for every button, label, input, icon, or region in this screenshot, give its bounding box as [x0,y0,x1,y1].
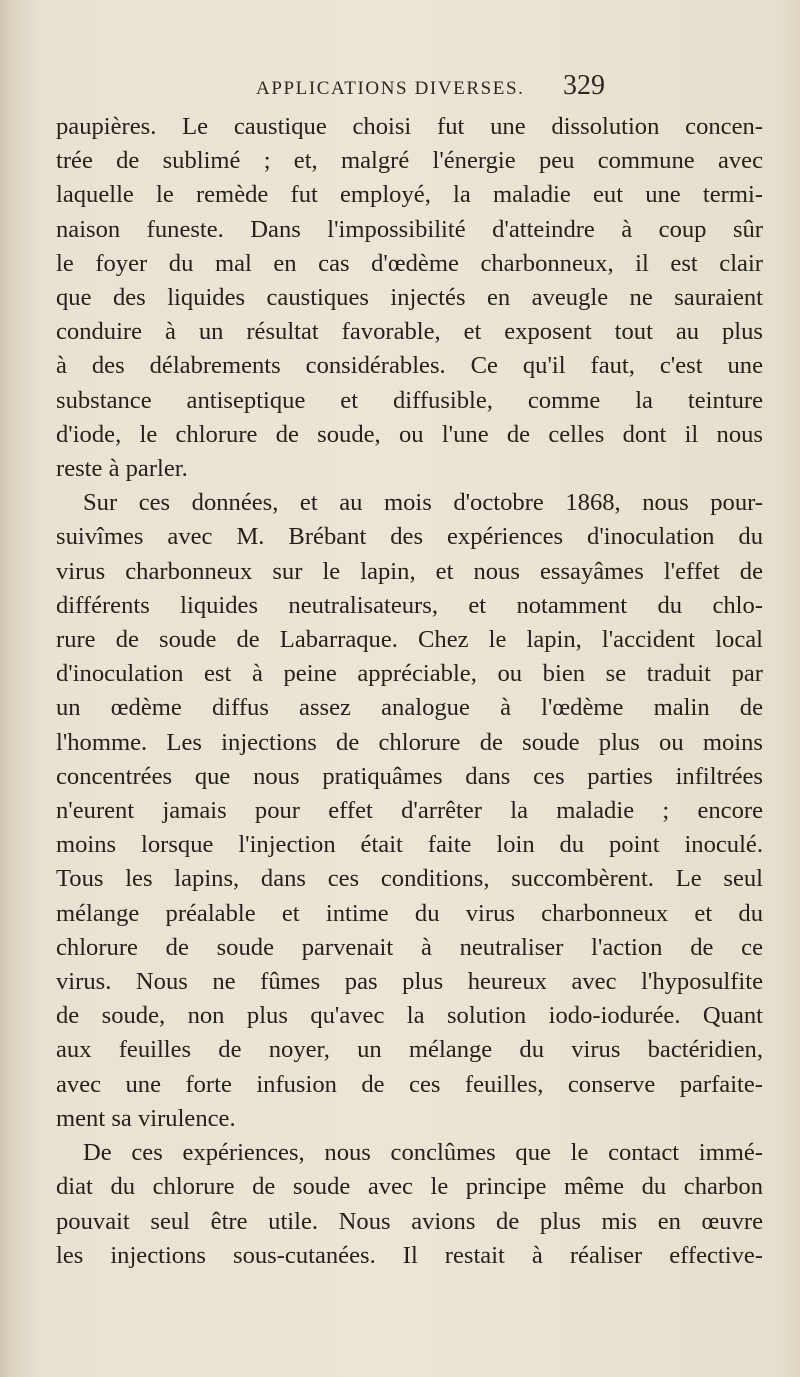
page-header [0,70,800,108]
text-line: chlorure de soude parvenait à neutraliser l'action de ce [56,933,763,961]
text-line: virus charbonneux sur le lapin, et nous essayâmes l'effet de [56,557,763,585]
text-line: que des liquides caustiques injectés en aveugle ne sauraient [56,284,763,312]
text-line: d'iode, le chlorure de soude, ou l'une de celles dont il nous [56,420,763,448]
text-line: Tous les lapins, dans ces conditions, succombèrent. Le seul [56,865,763,893]
text-line: les injections sous-cutanées. Il restait à réaliser effective- [56,1241,763,1269]
text-line: suivîmes avec M. Brébant des expériences d'inoculation du [56,523,763,551]
text-line: moins lorsque l'injection était faite loin du point inoculé. [56,831,763,859]
text-line: le foyer du mal en cas d'œdème charbonneux, il est clair [56,249,763,277]
text-line: substance antiseptique et diffusible, comme la teinture [56,386,763,414]
text-line: concentrées que nous pratiquâmes dans ces parties infiltrées [56,762,763,790]
paragraph-start-line: De ces expériences, nous conclûmes que le contact immé- [83,1139,763,1167]
text-line: rure de soude de Labarraque. Chez le lapin, l'accident local [56,626,763,654]
text-line: reste à parler. [56,455,188,483]
text-line: un œdème diffus assez analogue à l'œdème malin de [56,694,763,722]
text-line: aux feuilles de noyer, un mélange du virus bactéridien, [56,1036,763,1064]
text-line: naison funeste. Dans l'impossibilité d'atteindre à coup sûr [56,215,763,243]
body-text [56,110,763,1273]
text-line: l'homme. Les injections de chlorure de soude plus ou moins [56,728,763,756]
text-line: laquelle le remède fut employé, la maladie eut une termi- [56,181,763,209]
running-title: APPLICATIONS DIVERSES. [256,78,525,99]
text-line: mélange préalable et intime du virus charbonneux et du [56,899,763,927]
text-line: paupières. Le caustique choisi fut une dissolution concen- [56,113,763,140]
page-number: 329 [563,70,605,101]
text-line: différents liquides neutralisateurs, et notamment du chlo- [56,591,763,619]
text-line: à des délabrements considérables. Ce qu'il faut, c'est une [56,352,763,380]
text-line: virus. Nous ne fûmes pas plus heureux avec l'hyposulfite [56,968,763,996]
text-line: d'inoculation est à peine appréciable, ou bien se traduit par [56,660,763,688]
paragraph-start-line: Sur ces données, et au mois d'octobre 1868, nous pour- [83,489,763,517]
text-line: de soude, non plus qu'avec la solution iodo-iodurée. Quant [56,1002,763,1030]
text-line: pouvait seul être utile. Nous avions de plus mis en œuvre [56,1207,763,1235]
text-line: trée de sublimé ; et, malgré l'énergie peu commune avec [56,147,763,175]
text-line: avec une forte infusion de ces feuilles, conserve parfaite- [56,1070,763,1098]
text-line: conduire à un résultat favorable, et exposent tout au plus [56,318,763,346]
text-line: ment sa virulence. [56,1104,236,1132]
text-line: n'eurent jamais pour effet d'arrêter la maladie ; encore [56,797,763,825]
text-line: diat du chlorure de soude avec le principe même du charbon [56,1173,763,1201]
